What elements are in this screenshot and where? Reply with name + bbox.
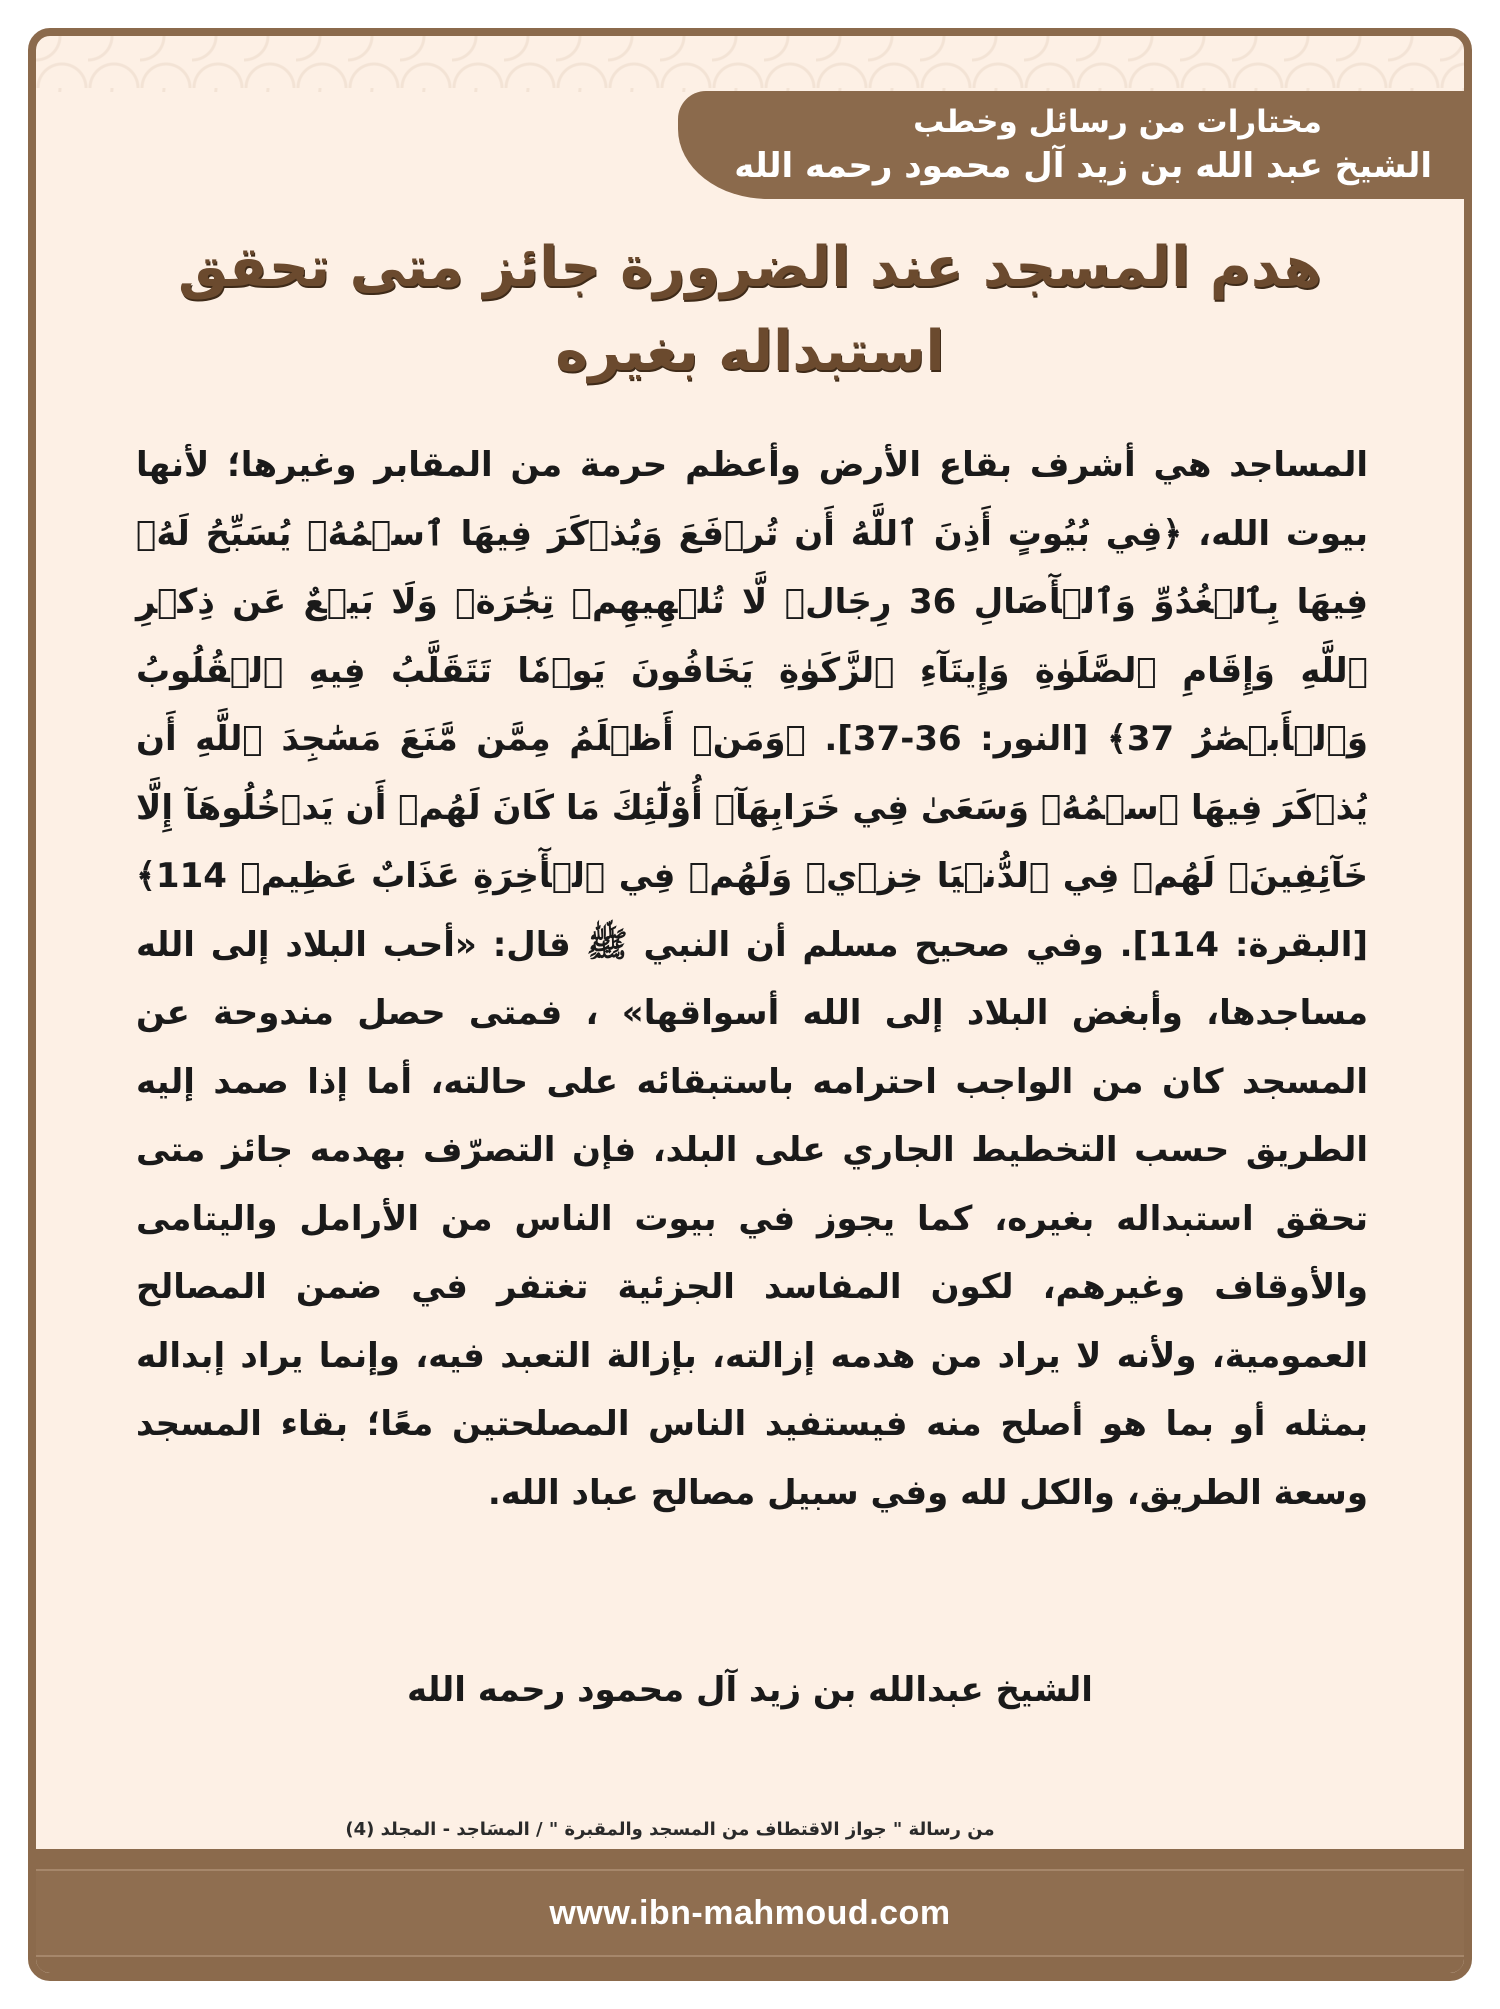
title-line-1: هدم المسجد عند الضرورة جائز متى تحقق [177, 235, 1323, 300]
series-title: مختارات من رسائل وخطب [913, 104, 1322, 140]
header-banner [678, 91, 1464, 199]
page-frame [28, 28, 1472, 1981]
source-citation: من رسالة " جواز الاقتطاف من المسجد والمقبرة " / المسَاجد - المجلد (4) [345, 1819, 995, 1840]
article-title [96, 226, 1404, 394]
author-header: الشيخ عبد الله بن زيد آل محمود رحمه الله [734, 146, 1432, 186]
author-signature: الشيخ عبدالله بن زيد آل محمود رحمه الله [407, 1670, 1093, 1710]
title-line-2: استبداله بغيره [555, 319, 945, 384]
footer-stripe [36, 1869, 1464, 1957]
article-body: المساجد هي أشرف بقاع الأرض وأعظم حرمة من المقابر وغيرها؛ لأنها بيوت الله، ﴿فِي بُيُوتٍ أَذِنَ ٱللَّهُ أَن تُرۡفَعَ وَيُذۡكَرَ فِيهَا ٱسۡمُهُۥ يُسَبِّحُ لَهُۥ فِيهَا بِٱلۡغُدُوِّ وَٱلۡأٓصَالِ 36 رِجَالٞ لَّا تُلۡهِيهِمۡ تِجَٰرَةٞ وَلَا بَيۡعٌ عَن ذِكۡرِ ٱللَّهِ وَإِقَامِ ٱلصَّلَوٰةِ وَإِيتَآءِ ٱلزَّكَوٰةِ يَخَافُونَ يَوۡمٗا تَتَقَلَّبُ فِيهِ ٱلۡقُلُوبُ وَٱلۡأَبۡصَٰرُ 37﴾ [النور: 36-37]. ﴿وَمَنۡ أَظۡلَمُ مِمَّن مَّنَعَ مَسَٰجِدَ ٱللَّهِ أَن يُذۡكَرَ فِيهَا ٱسۡمُهُۥ وَسَعَىٰ فِي خَرَابِهَآۚ أُوْلَٰٓئِكَ مَا كَانَ لَهُمۡ أَن يَدۡخُلُوهَآ إِلَّا خَآئِفِينَۚ لَهُمۡ فِي ٱلدُّنۡيَا خِزۡيٞ وَلَهُمۡ فِي ٱلۡأٓخِرَةِ عَذَابٌ عَظِيمٞ 114﴾ [البقرة: 114]. وفي صحيح مسلم أن النبي ﷺ قال: «أحب البلاد إلى الله مساجدها، وأبغض البلاد إلى الله أسواقها» ، فمتى حصل مندوحة عن المسجد كان من الواجب احترامه باستبقائه على حالته، أما إذا صمد إليه الطريق حسب التخطيط الجاري على البلد، فإن التصرّف بهدمه جائز متى تحقق استبداله بغيره، كما يجوز في بيوت الناس من الأرامل واليتامى والأوقاف وغيرهم، لكون المفاسد الجزئية تغتفر في ضمن المصالح العمومية، ولأنه لا يراد من هدمه إزالته، بإزالة التعبد فيه، وإنما يراد إبداله بمثله أو بما هو أصلح منه فيستفيد الناس المصلحتين معًا؛ بقاء المسجد وسعة الطريق، والكل لله وفي سبيل مصالح عباد الله. [136, 445, 1368, 1513]
decorative-pattern [36, 36, 1464, 92]
footer-bar [36, 1849, 1464, 1973]
website-link[interactable]: www.ibn-mahmoud.com [549, 1893, 951, 1932]
